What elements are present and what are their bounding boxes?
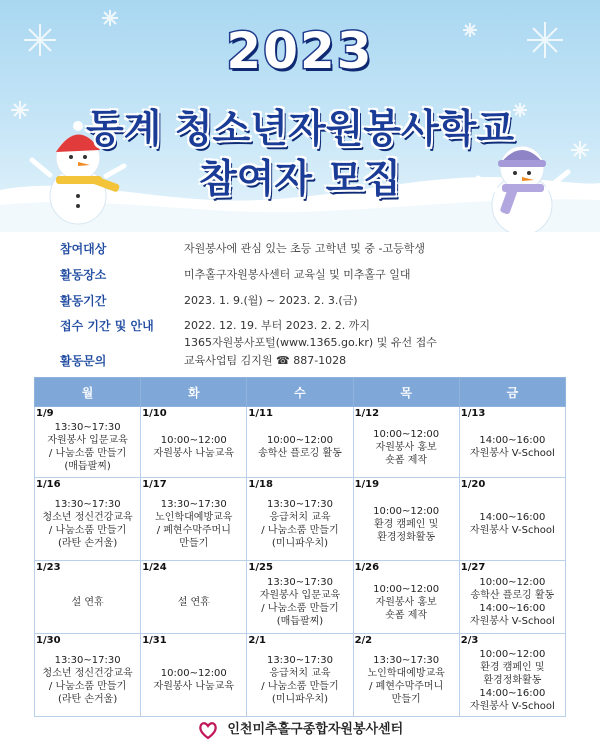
table-header-row	[35, 378, 566, 407]
year-heading: 2023	[226, 22, 374, 80]
info-label: 참여대상	[60, 242, 107, 256]
hero-banner	[0, 0, 600, 232]
cell-content	[247, 419, 352, 475]
cell-content	[35, 573, 140, 631]
table-row	[35, 407, 566, 478]
cell-line: 응급처치 교육	[269, 668, 331, 679]
cell-content	[247, 646, 352, 714]
cell-date: 1/27	[460, 562, 486, 573]
table-row	[35, 634, 566, 717]
cell-line: 자원봉사 홍보	[375, 441, 437, 453]
cell-line: 10:00~12:00	[373, 505, 440, 517]
cell-date: 1/18	[248, 479, 273, 490]
cell-line: 13:30~17:30	[266, 577, 333, 588]
schedule-cell	[141, 561, 247, 634]
cell-line: 13:30~17:30	[373, 655, 440, 666]
schedule-cell	[353, 478, 459, 561]
cell-content	[354, 419, 459, 475]
schedule-cell	[459, 407, 565, 478]
schedule-cell	[247, 634, 353, 717]
cell-line: / 폐현수막주머니	[156, 525, 231, 536]
title-line-2: 참여자 모집	[199, 157, 401, 202]
cell-line: (매듭팔찌)	[64, 461, 111, 472]
cell-line: 자원봉사 나눔교육	[153, 681, 235, 692]
cell-line: / 폐현수막주머니	[369, 681, 444, 692]
cell-line: 자원봉사 V-School	[469, 525, 555, 536]
cell-line: 청소년 정신건강교육	[42, 512, 133, 523]
schedule-cell	[141, 478, 247, 561]
schedule-cell	[353, 634, 459, 717]
table-row	[35, 478, 566, 561]
cell-line: (미니파우치)	[271, 694, 329, 705]
cell-date: 2/3	[460, 635, 479, 646]
cell-line: 자원봉사 V-School	[469, 700, 555, 712]
cell-content	[460, 646, 565, 714]
heart-logo-icon	[197, 719, 219, 741]
cell-content	[35, 490, 140, 558]
schedule-cell	[247, 478, 353, 561]
cell-line: 13:30~17:30	[54, 422, 121, 433]
cell-date: 1/16	[36, 479, 61, 490]
cell-date: 1/9	[36, 408, 54, 419]
cell-line: 13:30~17:30	[54, 499, 121, 510]
cell-line: 설 연휴	[71, 596, 104, 608]
header-cell: 금	[459, 378, 565, 407]
cell-content	[460, 490, 565, 558]
cell-line: / 나눔소품 만들기	[48, 448, 127, 459]
info-label: 활동문의	[60, 354, 107, 368]
cell-line: 만들기	[391, 694, 421, 705]
cell-line: 13:30~17:30	[266, 499, 333, 510]
info-label: 활동기간	[60, 294, 107, 308]
cell-line: / 나눔소품 만들기	[261, 603, 339, 614]
cell-line: (매듭팔찌)	[276, 616, 324, 627]
cell-content	[247, 573, 352, 631]
cell-date: 1/10	[142, 408, 167, 419]
cell-line: (라탄 손거울)	[57, 694, 118, 705]
info-label: 접수 기간 및 안내	[60, 319, 154, 333]
schedule-cell	[353, 407, 459, 478]
cell-line: 자원봉사 입문교육	[259, 590, 341, 601]
cell-line: 10:00~12:00	[373, 428, 440, 440]
cell-line: 자원봉사 V-School	[469, 448, 555, 459]
cell-line: 10:00~12:00	[160, 668, 227, 679]
header-cell: 화	[141, 378, 247, 407]
cell-line: 만들기	[179, 538, 209, 549]
cell-line: 환경정화활동	[377, 531, 436, 543]
info-value: 교육사업팀 김지원 ☎ 887-1028	[184, 354, 347, 367]
cell-line: 13:30~17:30	[160, 499, 227, 510]
cell-line: / 나눔소품 만들기	[261, 525, 339, 536]
cell-date: 1/31	[142, 635, 167, 646]
cell-content	[141, 490, 246, 558]
cell-line: 자원봉사 나눔교육	[153, 448, 235, 459]
schedule-cell	[459, 634, 565, 717]
cell-line: 자원봉사 홍보	[375, 596, 437, 608]
info-value-secondary: 1365자원봉사포털(www.1365.go.kr) 및 유선 접수	[184, 336, 437, 349]
cell-content	[354, 490, 459, 558]
schedule-cell	[141, 634, 247, 717]
cell-line: 10:00~12:00	[479, 648, 546, 660]
schedule-cell	[459, 478, 565, 561]
cell-content	[354, 646, 459, 714]
cell-line: 노인학대예방교육	[155, 512, 233, 523]
info-value: 2022. 12. 19. 부터 2023. 2. 2. 까지	[184, 319, 370, 332]
cell-line: 숏폼 제작	[385, 609, 428, 621]
cell-line: 자원봉사 입문교육	[47, 435, 128, 446]
cell-line: 노인학대예방교육	[367, 668, 445, 679]
cell-line: 10:00~12:00	[373, 583, 440, 595]
cell-date: 1/23	[36, 562, 61, 573]
cell-line: 송학산 플로깅 활동	[258, 448, 342, 459]
cell-line: 송학산 플로깅 활동	[470, 590, 555, 601]
cell-line: 14:00~16:00	[479, 435, 546, 446]
cell-line: 환경정화활동	[483, 674, 542, 686]
schedule-cell	[247, 407, 353, 478]
cell-line: 환경 캠페인 및	[480, 661, 545, 673]
cell-content	[460, 573, 565, 631]
cell-content	[141, 419, 246, 475]
cell-line: / 나눔소품 만들기	[261, 681, 339, 692]
schedule-cell	[35, 478, 141, 561]
cell-date: 1/13	[460, 408, 486, 419]
schedule-cell	[353, 561, 459, 634]
cell-content	[141, 573, 246, 631]
schedule-cell	[35, 561, 141, 634]
table-row	[35, 561, 566, 634]
org-name: 인천미추홀구종합자원봉사센터	[227, 722, 404, 737]
header-cell: 수	[247, 378, 353, 407]
schedule-cell	[141, 407, 247, 478]
schedule-cell	[35, 634, 141, 717]
info-value: 자원봉사에 관심 있는 초등 고학년 및 중 -고등학생	[184, 242, 425, 255]
cell-date: 1/24	[142, 562, 167, 573]
cell-line: 14:00~16:00	[479, 687, 546, 699]
cell-line: / 나눔소품 만들기	[48, 681, 127, 692]
footer	[0, 718, 600, 741]
cell-line: 설 연휴	[177, 596, 210, 608]
title-line-1: 동계 청소년자원봉사학교	[86, 107, 514, 152]
cell-line: 10:00~12:00	[266, 435, 333, 446]
cell-content	[354, 573, 459, 631]
cell-line: (미니파우치)	[271, 538, 329, 549]
cell-date: 1/25	[248, 562, 273, 573]
cell-content	[35, 419, 140, 475]
cell-date: 1/11	[248, 408, 273, 419]
cell-line: / 나눔소품 만들기	[48, 525, 127, 536]
info-value: 2023. 1. 9.(월) ~ 2023. 2. 3.(금)	[184, 294, 358, 307]
cell-line: 숏폼 제작	[385, 454, 428, 466]
cell-line: 청소년 정신건강교육	[42, 668, 133, 679]
schedule-cell	[459, 561, 565, 634]
cell-line: 10:00~12:00	[160, 435, 227, 446]
cell-content	[35, 646, 140, 714]
info-value: 미추홀구자원봉사센터 교육실 및 미추홀구 일대	[184, 268, 411, 281]
cell-content	[460, 419, 565, 475]
cell-date: 1/19	[354, 479, 380, 490]
cell-line: (라탄 손거울)	[57, 538, 118, 549]
cell-line: 환경 캠페인 및	[373, 518, 439, 530]
info-label: 활동장소	[60, 268, 107, 282]
cell-date: 1/17	[142, 479, 167, 490]
cell-line: 14:00~16:00	[479, 603, 546, 614]
cell-date: 1/26	[354, 562, 380, 573]
header-cell: 월	[35, 378, 141, 407]
cell-line: 14:00~16:00	[479, 512, 546, 523]
schedule-cell	[247, 561, 353, 634]
cell-date: 1/30	[36, 635, 61, 646]
cell-content	[247, 490, 352, 558]
header-cell: 목	[353, 378, 459, 407]
cell-date: 2/2	[354, 635, 373, 646]
cell-line: 13:30~17:30	[54, 655, 121, 666]
schedule-table	[34, 377, 566, 717]
cell-date: 1/12	[354, 408, 380, 419]
cell-line: 10:00~12:00	[479, 577, 546, 588]
cell-content	[141, 646, 246, 714]
cell-line: 자원봉사 V-School	[469, 616, 555, 627]
schedule-cell	[35, 407, 141, 478]
cell-line: 응급처치 교육	[269, 512, 331, 523]
cell-date: 2/1	[248, 635, 266, 646]
cell-date: 1/20	[460, 479, 486, 490]
cell-line: 13:30~17:30	[266, 655, 333, 666]
